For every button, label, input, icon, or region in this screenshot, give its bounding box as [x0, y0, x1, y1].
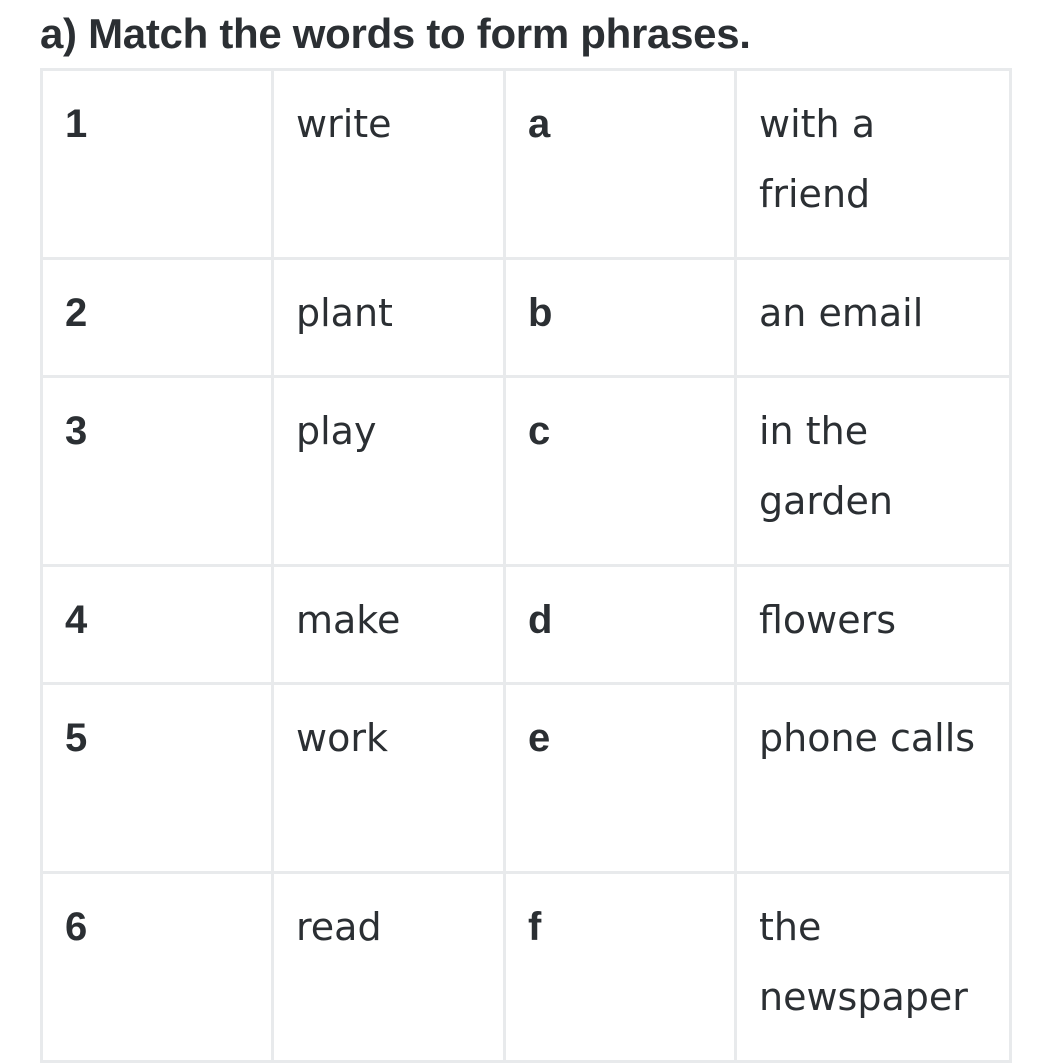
table-row: [42, 377, 1011, 566]
letter-cell: c: [505, 377, 736, 566]
verb-cell: read: [273, 873, 505, 1062]
row-number-cell: 5: [42, 684, 273, 873]
row-number-cell: 6: [42, 873, 273, 1062]
row-number-cell: 3: [42, 377, 273, 566]
phrase-cell: phone calls: [736, 684, 1011, 873]
verb-cell: play: [273, 377, 505, 566]
table-row: [42, 70, 1011, 259]
matching-table: [40, 68, 1012, 1063]
table-row: [42, 684, 1011, 873]
row-number-cell: 4: [42, 566, 273, 684]
phrase-cell: with a friend: [736, 70, 1011, 259]
exercise-heading: a) Match the words to form phrases.: [40, 10, 751, 57]
verb-cell: write: [273, 70, 505, 259]
verb-cell: work: [273, 684, 505, 873]
letter-cell: e: [505, 684, 736, 873]
verb-cell: make: [273, 566, 505, 684]
row-number-cell: 2: [42, 259, 273, 377]
table-row: [42, 566, 1011, 684]
phrase-cell: the newspaper: [736, 873, 1011, 1062]
phrase-cell: in the garden: [736, 377, 1011, 566]
row-number-cell: 1: [42, 70, 273, 259]
letter-cell: b: [505, 259, 736, 377]
letter-cell: f: [505, 873, 736, 1062]
letter-cell: d: [505, 566, 736, 684]
phrase-cell: flowers: [736, 566, 1011, 684]
phrase-cell: an email: [736, 259, 1011, 377]
table-row: [42, 259, 1011, 377]
letter-cell: a: [505, 70, 736, 259]
table-row: [42, 873, 1011, 1062]
verb-cell: plant: [273, 259, 505, 377]
